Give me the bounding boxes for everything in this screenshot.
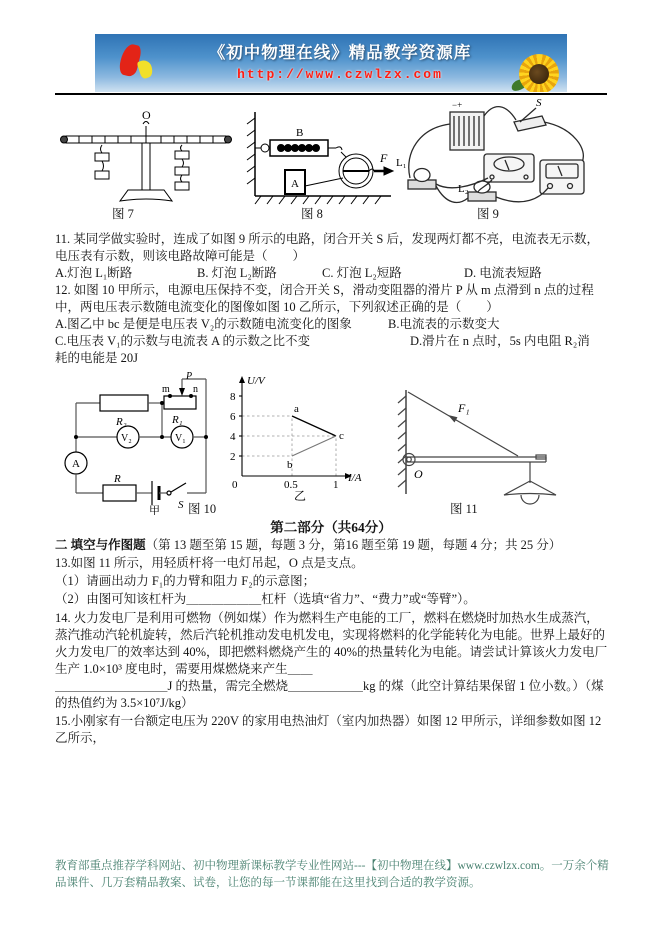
- fig8-spring-scale-label: B: [296, 127, 304, 139]
- fig8-block-label: A: [291, 178, 299, 190]
- part2-title: 第二部分（共64分）: [270, 520, 392, 535]
- fig8-caption: 图 8: [301, 207, 323, 221]
- q11-option-b: B. 灯泡 L₂断路: [197, 266, 277, 280]
- question-14-stem: 14. 火力发电厂是利用可燃物（例如煤）作为燃料生产电能的工厂，燃料在燃烧时加热水生成蒸汽，蒸汽推动汽轮机旋转，然后汽轮机推动发电机发电，实现将燃料的化学能转化为电能。世界上最好的火力发电厂的效率达到 40%，即把燃料燃烧产生的 40%的热量转化为电能。请尝试计算该火力发电厂生产 1.0×10³ 度电时，需要用煤燃烧来产生＿＿: [55, 611, 608, 676]
- fig10-p-label: P: [186, 371, 193, 382]
- q12-option-a: A.图乙中 bc 是便是电压表 V₂的示数随电流变化的图象: [55, 317, 352, 331]
- question-12-options-row2: [55, 333, 609, 350]
- fig7-caption: 图 7: [112, 207, 134, 221]
- graph-ytick-4: 4: [230, 431, 236, 443]
- fig10-v1-label: V₁: [175, 433, 186, 444]
- graph-xtick-1: 1: [333, 479, 339, 491]
- fig8-force-label: F: [380, 151, 388, 165]
- banner-url-link[interactable]: http://www.czwlzx.com: [237, 67, 443, 82]
- fig11-rod-lamp-diagram: [378, 382, 580, 512]
- question-11-options: [55, 265, 609, 282]
- fig10-r-label: R: [114, 473, 121, 485]
- graph-xtick-0: 0: [232, 479, 238, 491]
- graph-point-a: a: [294, 403, 299, 415]
- fig10-r1-label: R₁: [172, 414, 183, 426]
- q11-option-c: C. 灯泡 L₂短路: [322, 266, 402, 280]
- fig10-m-label: m: [162, 384, 170, 395]
- question-12-options-row1: [55, 316, 609, 333]
- fig8-pulley-diagram: [243, 108, 395, 208]
- graph-ytick-2: 2: [230, 451, 236, 463]
- question-15-stem: 15.小刚家有一台额定电压为 220V 的家用电热油灯（室内加热器）如图 12 甲所示，详细参数如图 12 乙所示，: [55, 714, 602, 745]
- q11-option-a: A.灯泡 L₁断路: [55, 266, 133, 280]
- fig9-switch-label: S: [536, 97, 542, 109]
- fig10-n-label: n: [193, 384, 198, 395]
- question-14-continued: ＿＿＿＿＿＿＿＿＿J 的热量，需完全燃烧＿＿＿＿＿＿kg 的煤（此空计算结果保留 1 位小数。）（煤的热值约为 3.5×10⁷J/kg）: [55, 679, 604, 710]
- graph-xlabel: I/A: [348, 472, 362, 484]
- footer-promo-text: 教育部重点推荐学科网站、初中物理新课标教学专业性网站---【初中物理在线】www.czwlzx.com。一万余个精品课件、几万套精品教案、试卷，让您的每一节课都能在这里找到合适的教学资源。: [55, 860, 609, 889]
- fig11-force-label: F₁: [458, 401, 470, 415]
- fig9-battery-polarity: −+: [452, 100, 463, 110]
- fig7-fulcrum-label: O: [142, 108, 151, 122]
- question-13-stem: 13.如图 11 所示，用轻质杆将一电灯吊起，O 点是支点。: [55, 556, 364, 570]
- banner-title: 《初中物理在线》精品教学资源库: [208, 43, 472, 62]
- fig10-sub-label: 甲: [149, 505, 160, 515]
- section-heading-bold: 二 填空与作图题: [55, 538, 146, 552]
- fig10-ui-graph: [210, 368, 362, 502]
- graph-ytick-6: 6: [230, 411, 236, 423]
- graph-point-b: b: [287, 459, 293, 471]
- q12-option-d: D.滑片在 n 点时，5s 内电阻 R₂消: [410, 334, 590, 348]
- q11-option-d: D. 电流表短路: [464, 266, 542, 280]
- header-divider: [55, 93, 607, 95]
- graph-point-c: c: [339, 430, 344, 442]
- site-logo-swoosh-icon: [137, 58, 155, 79]
- fig10-v2-label: V₂: [121, 433, 132, 444]
- section-heading: [55, 537, 609, 554]
- graph-ylabel: U/V: [247, 375, 265, 387]
- fig9-lamp1-label: L₁: [396, 157, 407, 169]
- sunflower-image: [513, 50, 565, 92]
- graph-xtick-05: 0.5: [284, 479, 298, 491]
- section-heading-rest: （第 13 题至第 15 题，每题 3 分，第16 题至第 19 题，每题 4 分；共 25 分）: [145, 538, 562, 552]
- fig10-switch-label: S: [178, 499, 184, 511]
- fig11-caption: 图 11: [450, 502, 478, 516]
- fig9-lamp2-label: L₂: [458, 183, 469, 195]
- fig10-circuit-schematic: [58, 371, 215, 515]
- question-12-stem: 12. 如图 10 甲所示，电源电压保持不变，闭合开关 S，滑动变阻器的滑片 P 从 m 点滑到 n 点的过程中，两电压表示数随电流变化的图像如图 10 乙所示，下列叙述正确的是（ ）: [55, 283, 594, 314]
- fig10-caption: 图 10: [188, 502, 217, 516]
- fig10-ammeter-label: A: [72, 458, 80, 470]
- graph-sub-label: 乙: [294, 489, 307, 502]
- fig11-pivot-label: O: [414, 467, 423, 481]
- question-13-item2: （2）由图可知该杠杆为＿＿＿＿＿＿杠杆（选填“省力”、“费力”或“等臂”）。: [55, 592, 476, 606]
- fig7-lever-diagram: [58, 106, 238, 206]
- fig9-caption: 图 9: [477, 207, 499, 221]
- sunflower-center: [529, 64, 549, 84]
- question-11-stem: 11. 某同学做实验时，连成了如图 9 所示的电路，闭合开关 S 后，发现两灯都不亮，电流表无示数，电压表有示数，则该电路故障可能是（ ）: [55, 232, 599, 263]
- question-13-item1: （1）请画出动力 F₁的力臂和阻力 F₂的示意图；: [55, 574, 316, 588]
- q12-option-b: B.电流表的示数变大: [388, 317, 500, 331]
- fig9-circuit-photo: [388, 96, 595, 206]
- q12-option-d-continued: 耗的电能是 20J: [55, 351, 138, 365]
- graph-ytick-8: 8: [230, 391, 236, 403]
- q12-option-c: C.电压表 V₁的示数与电流表 A 的示数之比不变: [55, 334, 311, 348]
- fig10-r2-label: R₂: [116, 416, 127, 428]
- site-banner: [95, 34, 567, 92]
